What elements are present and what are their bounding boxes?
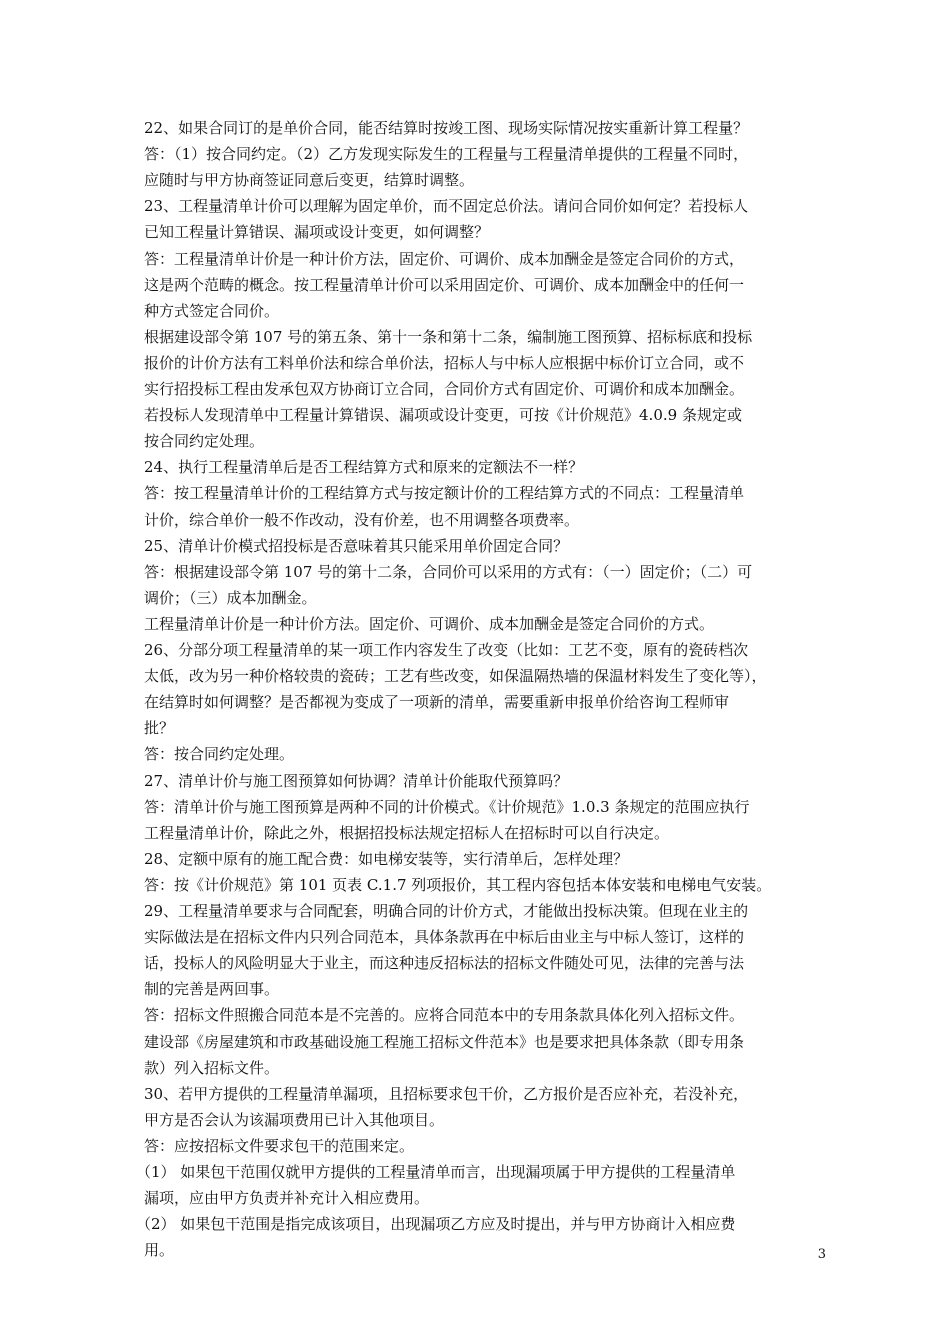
text-line: 29、工程量清单要求与合同配套，明确合同的计价方式，才能做出投标决策。但现在业主的 (144, 902, 749, 920)
text-line: 答：根据建设部令第 107 号的第十二条，合同价可以采用的方式有：（一）固定价；（二）可 (144, 562, 753, 581)
text-line: 根据建设部令第 107 号的第五条、第十一条和第十二条，编制施工图预算、招标标底和投标 (144, 327, 753, 346)
text-line: 22、如果合同订的是单价合同，能否结算时按竣工图、现场实际情况按实重新计算工程量？ (144, 119, 749, 137)
text-line: （1） 如果包干范围仅就甲方提供的工程量清单而言，出现漏项属于甲方提供的工程量清单 (136, 1163, 736, 1181)
text-line: 28、定额中原有的施工配合费：如电梯安装等，实行清单后，怎样处理？ (144, 849, 629, 868)
text-line: 种方式签定合同价。 (144, 301, 280, 320)
text-line: 应随时与甲方协商签证同意后变更，结算时调整。 (144, 171, 475, 190)
text-line: 25、清单计价模式招投标是否意味着其只能采用单价固定合同？ (144, 536, 569, 555)
text-line: 在结算时如何调整？是否都视为变成了一项新的清单，需要重新申报单价给咨询工程师审 (144, 693, 730, 712)
text-line: 答：招标文件照搬合同范本是不完善的。应将合同范本中的专用条款具体化列入招标文件。 (144, 1006, 745, 1025)
text-line: 甲方是否会认为该漏项费用已计入其他项目。 (144, 1110, 445, 1129)
text-line: 按合同约定处理。 (144, 432, 265, 451)
text-line: 答：按合同约定处理。 (144, 745, 295, 764)
text-line: 工程量清单计价是一种计价方法。固定价、可调价、成本加酬金是签定合同价的方式。 (144, 614, 715, 633)
text-line: （2） 如果包干范围是指完成该项目，出现漏项乙方应及时提出，并与甲方协商计入相应费 (136, 1215, 736, 1234)
text-line: 工程量清单计价，除此之外，根据招投标法规定招标人在招标时可以自行决定。 (144, 823, 670, 842)
page-number: 3 (817, 1247, 826, 1262)
text-line: 30、若甲方提供的工程量清单漏项，且招标要求包干价，乙方报价是否应补充，若没补充， (144, 1084, 749, 1103)
text-line: 24、执行工程量清单后是否工程结算方式和原来的定额法不一样？ (144, 458, 584, 477)
text-line: 已知工程量计算错误、漏项或设计变更，如何调整？ (144, 223, 490, 242)
text-line: 23、工程量清单计价可以理解为固定单价，而不固定总价法。请问合同价如何定？若投标人 (144, 197, 749, 216)
text-line: 计价，综合单价一般不作改动，没有价差，也不用调整各项费率。 (144, 510, 580, 529)
text-line: 话，投标人的风险明显大于业主，而这种违反招标法的招标文件随处可见，法律的完善与法 (144, 954, 745, 973)
text-line: 用。 (144, 1241, 175, 1260)
text-line: 调价；（三）成本加酬金。 (144, 588, 317, 607)
text-line: 答：（1）按合同约定。（2）乙方发现实际发生的工程量与工程量清单提供的工程量不同时， (144, 145, 749, 164)
text-line: 建设部《房屋建筑和市政基础设施工程施工招标文件范本》也是要求把具体条款（即专用条 (144, 1032, 745, 1051)
text-line: 26、分部分项工程量清单的某一项工作内容发生了改变（比如：工艺不变，原有的瓷砖档次 (144, 641, 749, 659)
text-line: 答：按工程量清单计价的工程结算方式与按定额计价的工程结算方式的不同点：工程量清单 (144, 484, 745, 503)
text-line: 答：工程量清单计价是一种计价方法，固定价、可调价、成本加酬金是签定合同价的方式， (144, 249, 745, 268)
text-line: 报价的计价方法有工料单价法和综合单价法，招标人与中标人应根据中标价订立合同，或不 (144, 353, 745, 372)
text-line: 制的完善是两回事。 (144, 980, 280, 999)
text-line: 实行招投标工程由发承包双方协商订立合同，合同价方式有固定价、可调价和成本加酬金。 (144, 380, 745, 398)
text-line: 批？ (144, 719, 175, 738)
text-line: 答：按《计价规范》第 101 页表 C.1.7 列项报价，其工程内容包括本体安装和电梯电气安装。 (144, 875, 772, 894)
text-line: 答：清单计价与施工图预算是两种不同的计价模式。《计价规范》1.0.3 条规定的范围应执行 (144, 797, 750, 816)
text-line: 漏项，应由甲方负责并补充计入相应费用。 (144, 1189, 430, 1208)
text-line: 款）列入招标文件。 (144, 1058, 280, 1077)
text-line: 太低，改为另一种价格较贵的瓷砖；工艺有些改变，如保温隔热墙的保温材料发生了变化等）， (144, 667, 767, 686)
text-line: 实际做法是在招标文件内只列合同范本，具体条款再在中标后由业主与中标人签订，这样的 (144, 928, 745, 947)
text-line: 这是两个范畴的概念。按工程量清单计价可以采用固定价、可调价、成本加酬金中的任何一 (144, 275, 745, 294)
text-line: 答：应按招标文件要求包干的范围来定。 (144, 1136, 415, 1155)
text-line: 27、清单计价与施工图预算如何协调？清单计价能取代预算吗？ (144, 771, 569, 790)
text-line: 若投标人发现清单中工程量计算错误、漏项或设计变更，可按《计价规范》4.0.9 条规定或 (144, 406, 742, 425)
